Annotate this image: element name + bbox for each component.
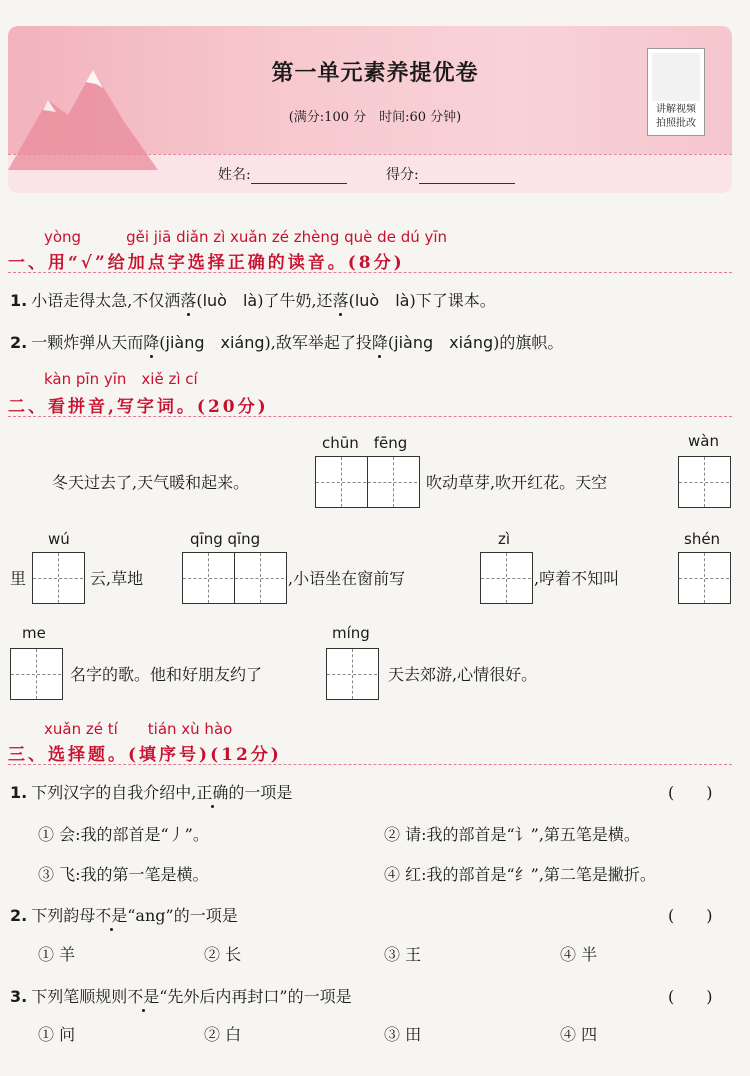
option[interactable]: ③ 王 (384, 945, 422, 964)
option[interactable]: ② 长 (204, 945, 242, 964)
answer-paren[interactable]: ( ) (668, 783, 713, 802)
section3-heading: 三、选择题。(填序号)(12分) (8, 745, 282, 765)
section3-pinyin: xuǎn zé tí tián xù hào (44, 720, 233, 738)
box-pinyin: zì (498, 530, 511, 548)
reading-choice[interactable]: luò là (202, 291, 258, 310)
writing-box[interactable] (182, 552, 287, 604)
dotted-word: 不是 (127, 987, 160, 1006)
box-pinyin: qīng qīng (190, 530, 261, 548)
name-field[interactable] (218, 164, 347, 184)
box-pinyin: míng (332, 624, 370, 642)
option[interactable]: ③ 飞:我的第一笔是横。 (38, 865, 209, 884)
writing-box[interactable] (480, 552, 533, 604)
dotted-char: 落 (180, 291, 197, 310)
s2-text: 吹动草芽,吹开红花。天空 (426, 473, 608, 492)
section1-pinyin: yòng gěi jiā diǎn zì xuǎn zé zhèng què de dú yīn (44, 228, 448, 246)
name-label: 姓名: (218, 167, 251, 183)
qr-label-grade: 拍照批改 (656, 118, 696, 129)
option[interactable]: ③ 田 (384, 1025, 422, 1044)
exam-meta: (满分:100 分 时间:60 分钟) (288, 110, 462, 125)
section2-divider (8, 416, 732, 417)
s1-question-1: 1. 小语走得太急,不仅洒落(luò là)了牛奶,还落(luò là)下了课本。 (10, 291, 496, 310)
s2-text: 里 (10, 569, 27, 588)
option[interactable]: ④ 半 (560, 945, 598, 964)
answer-paren[interactable]: ( ) (668, 987, 713, 1006)
writing-box[interactable] (32, 552, 85, 604)
reading-choice[interactable]: luò là (354, 291, 410, 310)
section1-divider (8, 272, 732, 273)
s2-text: 云,草地 (90, 569, 144, 588)
writing-box[interactable] (315, 456, 420, 508)
box-pinyin: shén (684, 530, 721, 548)
option[interactable]: ② 请:我的部首是“讠”,第五笔是横。 (384, 825, 640, 844)
answer-paren[interactable]: ( ) (668, 906, 713, 925)
option[interactable]: ④ 四 (560, 1025, 598, 1044)
option[interactable]: ① 羊 (38, 945, 76, 964)
s3-question-1: 1. 下列汉字的自我介绍中,正确的一项是 (10, 783, 293, 802)
section1-heading: 一、用“√”给加点字选择正确的读音。(8分) (8, 253, 405, 273)
dotted-char: 落 (332, 291, 349, 310)
box-pinyin: me (22, 624, 46, 642)
option[interactable]: ④ 红:我的部首是“纟”,第二笔是撇折。 (384, 865, 656, 884)
s3-question-3: 3. 下列笔顺规则不是“先外后内再封口”的一项是 (10, 987, 352, 1006)
s2-text: 名字的歌。他和好朋友约了 (70, 665, 263, 684)
s2-text: 冬天过去了,天气暖和起来。 (52, 473, 250, 492)
dotted-char: 降 (143, 333, 160, 352)
qr-label-video: 讲解视频 (656, 104, 696, 115)
dotted-char: 降 (371, 333, 388, 352)
s1-question-2: 2. 一颗炸弹从天而降(jiàng xiáng),敌军举起了投降(jiàng xiáng)的旗帜。 (10, 333, 564, 352)
name-blank[interactable] (251, 183, 347, 184)
dotted-word: 不是 (95, 906, 128, 925)
qr-code-icon (652, 53, 700, 101)
writing-box[interactable] (10, 648, 63, 700)
box-pinyin: chūn fēng (322, 434, 408, 452)
box-pinyin: wú (48, 530, 70, 548)
reading-choice[interactable]: jiàng xiáng (165, 333, 265, 352)
section2-heading: 二、看拼音,写字词。(20分) (8, 397, 269, 417)
page-title: 第一单元素养提优卷 (271, 61, 479, 86)
reading-choice[interactable]: jiàng xiáng (394, 333, 494, 352)
score-field[interactable] (386, 164, 515, 184)
qr-code[interactable] (647, 48, 705, 136)
writing-box[interactable] (326, 648, 379, 700)
writing-box[interactable] (678, 552, 731, 604)
option[interactable]: ② 白 (204, 1025, 242, 1044)
score-label: 得分: (386, 167, 419, 183)
s2-text: 天去郊游,心情很好。 (388, 665, 538, 684)
option[interactable]: ① 会:我的部首是“丿”。 (38, 825, 209, 844)
writing-box[interactable] (678, 456, 731, 508)
score-blank[interactable] (419, 183, 515, 184)
box-pinyin: wàn (688, 432, 719, 450)
s2-text: ,哼着不知叫 (534, 569, 620, 588)
dotted-word: 正确 (196, 783, 229, 802)
section3-divider (8, 764, 732, 765)
s2-text: ,小语坐在窗前写 (288, 569, 406, 588)
s3-question-2: 2. 下列韵母不是“ang”的一项是 (10, 906, 238, 925)
option[interactable]: ① 问 (38, 1025, 76, 1044)
section2-pinyin: kàn pīn yīn xiě zì cí (44, 370, 198, 388)
